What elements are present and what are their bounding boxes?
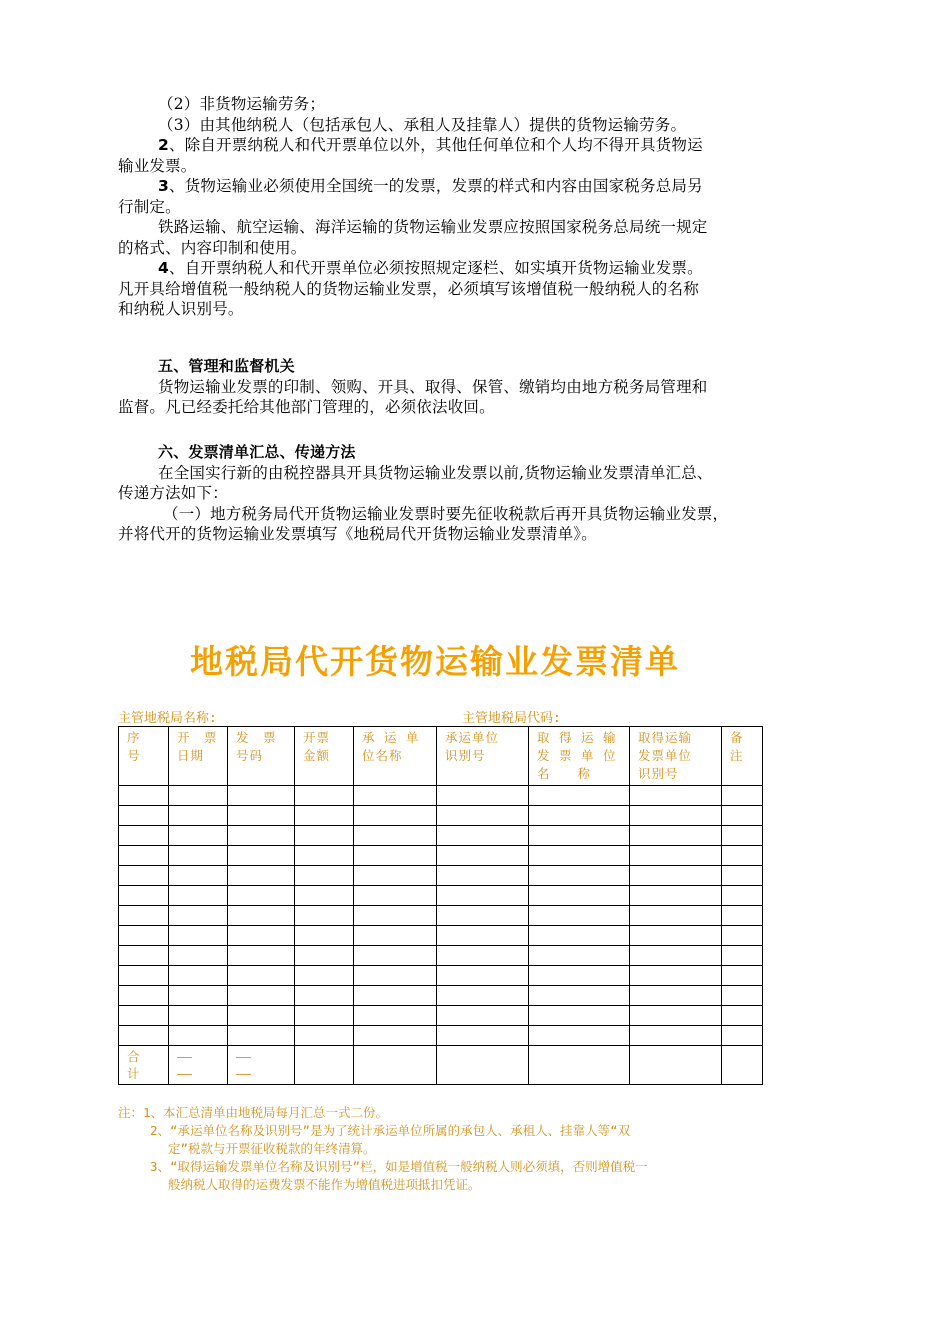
table-cell[interactable] (722, 1006, 763, 1026)
tax-office-name-label: 主管地税局名称: (118, 711, 217, 726)
table-cell[interactable] (169, 966, 228, 986)
total-cell[interactable] (295, 1046, 354, 1085)
table-cell[interactable] (437, 986, 529, 1006)
total-label (119, 1046, 169, 1085)
total-label-char: 计 (127, 1066, 140, 1081)
table-header-row (119, 727, 763, 786)
table-cell[interactable] (722, 826, 763, 846)
column-header (228, 727, 295, 786)
table-cell[interactable] (722, 846, 763, 866)
table-cell[interactable] (295, 846, 354, 866)
table-cell[interactable] (295, 806, 354, 826)
table-cell[interactable] (630, 886, 722, 906)
table-cell[interactable] (119, 826, 169, 846)
note-2-cont: 定”税款与开票征收税款的年终清算。 (168, 1141, 376, 1156)
table-row (119, 966, 763, 986)
paragraph: （2）非货物运输劳务； (158, 95, 326, 113)
total-label-char: 合 (127, 1049, 140, 1064)
paragraph: 的格式、内容印制和使用。 (118, 238, 307, 257)
paragraph: 和纳税人识别号。 (118, 300, 244, 318)
paragraph: 传递方法如下： (118, 484, 228, 502)
paragraph (118, 258, 838, 279)
total-cell[interactable] (354, 1046, 437, 1085)
header-line: 取得运输 (638, 730, 693, 745)
header-line: 发票单位 (638, 748, 693, 763)
table-cell[interactable] (529, 786, 630, 806)
table-cell[interactable] (169, 1026, 228, 1046)
table-cell[interactable] (295, 946, 354, 966)
section-five (118, 356, 838, 418)
table-cell[interactable] (722, 926, 763, 946)
table-row (119, 826, 763, 846)
table-cell[interactable] (722, 946, 763, 966)
table-cell[interactable] (354, 966, 437, 986)
column-header (169, 727, 228, 786)
table-cell[interactable] (529, 806, 630, 826)
table-cell[interactable] (228, 966, 295, 986)
table-cell[interactable] (437, 806, 529, 826)
table-cell[interactable] (354, 1026, 437, 1046)
header-line: 取 得 运 输 (537, 730, 617, 745)
table-cell[interactable] (630, 866, 722, 886)
table-cell[interactable] (630, 806, 722, 826)
paragraph: （3）由其他纳税人（包括承包人、承租人及挂靠人）提供的货物运输劳务。 (158, 115, 687, 134)
table-cell[interactable] (228, 946, 295, 966)
table-row (119, 1006, 763, 1026)
table-cell[interactable] (169, 866, 228, 886)
paragraph: 在全国实行新的由税控器具开具货物运输业发票以前,货物运输业发票清单汇总、 (158, 463, 713, 482)
table-cell[interactable] (119, 926, 169, 946)
tax-office-code-label: 主管地税局代码: (462, 711, 561, 726)
body-text (118, 94, 838, 320)
table-row (119, 926, 763, 946)
table-cell[interactable] (437, 846, 529, 866)
table-row (119, 1026, 763, 1046)
table-cell[interactable] (630, 946, 722, 966)
item-number: 2 (158, 136, 169, 154)
table-cell[interactable] (354, 866, 437, 886)
paragraph: （一）地方税务局代开货物运输业发票时要先征收税款后再开具货物运输业发票， (163, 504, 729, 523)
table-cell[interactable] (437, 946, 529, 966)
header-line: 发 票 (236, 730, 277, 745)
table-cell[interactable] (295, 1006, 354, 1026)
table-cell[interactable] (228, 1006, 295, 1026)
table-cell[interactable] (169, 826, 228, 846)
table-row (119, 846, 763, 866)
item-number: 3 (158, 177, 169, 195)
table-cell[interactable] (437, 966, 529, 986)
header-line: 承 运 单 (362, 730, 420, 745)
table-cell[interactable] (228, 826, 295, 846)
table-cell[interactable] (722, 786, 763, 806)
header-line: 备 (730, 730, 744, 745)
table-cell[interactable] (354, 846, 437, 866)
table-cell[interactable] (722, 986, 763, 1006)
table-cell[interactable] (630, 906, 722, 926)
table-cell[interactable] (228, 906, 295, 926)
table-cell[interactable] (437, 866, 529, 886)
table-cell[interactable] (529, 1006, 630, 1026)
table-cell[interactable] (119, 1026, 169, 1046)
column-header (354, 727, 437, 786)
header-line: 发 票 单 位 (537, 748, 617, 763)
table-cell[interactable] (630, 786, 722, 806)
table-row (119, 866, 763, 886)
column-header (529, 727, 630, 786)
table-cell[interactable] (529, 1026, 630, 1046)
table-cell[interactable] (354, 786, 437, 806)
table-cell[interactable] (722, 866, 763, 886)
header-line: 金额 (303, 748, 331, 763)
table-cell[interactable] (630, 1006, 722, 1026)
table-cell[interactable] (354, 1006, 437, 1026)
dash-mark: —— (177, 1066, 193, 1081)
table-cell[interactable] (228, 986, 295, 1006)
table-cell[interactable] (119, 846, 169, 866)
note-3-cont: 般纳税人取得的运费发票不能作为增值税进项抵扣凭证。 (168, 1177, 481, 1192)
table-cell[interactable] (354, 986, 437, 1006)
table-cell[interactable] (228, 866, 295, 886)
table-cell[interactable] (354, 886, 437, 906)
table-row (119, 806, 763, 826)
table-cell[interactable] (295, 926, 354, 946)
header-line: 位名称 (362, 748, 403, 763)
table-cell[interactable] (630, 966, 722, 986)
table-cell[interactable] (295, 906, 354, 926)
table-cell[interactable] (722, 966, 763, 986)
table-cell[interactable] (169, 906, 228, 926)
table-cell[interactable] (722, 886, 763, 906)
header-line: 开票 (303, 730, 331, 745)
column-header (437, 727, 529, 786)
table-row (119, 906, 763, 926)
table-cell[interactable] (228, 846, 295, 866)
table-row (119, 786, 763, 806)
table-cell[interactable] (722, 1026, 763, 1046)
invoice-list-table (118, 726, 763, 1085)
note-1: 注：1、本汇总清单由地税局每月汇总一式二份。 (118, 1105, 389, 1120)
table-cell[interactable] (295, 1026, 354, 1046)
paragraph: 输业发票。 (118, 156, 197, 175)
section-six (118, 442, 838, 545)
table-cell[interactable] (119, 986, 169, 1006)
table-cell[interactable] (295, 986, 354, 1006)
total-dash-cell (228, 1046, 295, 1085)
table-cell[interactable] (354, 826, 437, 846)
header-line: 序 (127, 730, 141, 745)
table-cell[interactable] (630, 1026, 722, 1046)
table-cell[interactable] (119, 806, 169, 826)
section-heading: 五、管理和监督机关 (158, 357, 295, 375)
dash-mark: —— (236, 1066, 252, 1081)
paragraph-text: 、货物运输业必须使用全国统一的发票，发票的样式和内容由国家税务总局另 (169, 177, 703, 195)
table-cell[interactable] (354, 806, 437, 826)
table-cell[interactable] (228, 786, 295, 806)
table-cell[interactable] (529, 866, 630, 886)
table-cell[interactable] (722, 906, 763, 926)
table-cell[interactable] (437, 906, 529, 926)
table-cell[interactable] (529, 846, 630, 866)
paragraph: 监督。凡已经委托给其他部门管理的，必须依法收回。 (118, 398, 495, 416)
header-line: 名 称 (537, 766, 592, 781)
total-cell[interactable] (529, 1046, 630, 1085)
table-cell[interactable] (529, 966, 630, 986)
header-line: 识别号 (445, 748, 486, 763)
table-cell[interactable] (119, 866, 169, 886)
form-title: 地税局代开货物运输业发票清单 (190, 642, 680, 681)
paragraph-text: 、除自开票纳税人和代开票单位以外，其他任何单位和个人均不得开具货物运 (169, 136, 703, 154)
paragraph: 凡开具给增值税一般纳税人的货物运输业发票，必须填写该增值税一般纳税人的名称 (118, 279, 699, 298)
header-line: 识别号 (638, 766, 679, 781)
total-cell[interactable] (437, 1046, 529, 1085)
note-2: 2、“承运单位名称及识别号”是为了统计承运单位所属的承包人、承租人、挂靠人等“双 (150, 1123, 631, 1138)
header-line: 注 (730, 748, 744, 763)
section-heading: 六、发票清单汇总、传递方法 (158, 443, 356, 461)
total-cell[interactable] (722, 1046, 763, 1085)
table-cell[interactable] (630, 926, 722, 946)
table-cell[interactable] (354, 946, 437, 966)
table-cell[interactable] (169, 886, 228, 906)
table-cell[interactable] (529, 926, 630, 946)
table-cell[interactable] (529, 946, 630, 966)
table-cell[interactable] (169, 926, 228, 946)
table-cell[interactable] (354, 926, 437, 946)
column-header (119, 727, 169, 786)
column-header (722, 727, 763, 786)
table-cell[interactable] (228, 886, 295, 906)
table-cell[interactable] (169, 786, 228, 806)
table-cell[interactable] (119, 966, 169, 986)
table-cell[interactable] (119, 886, 169, 906)
table-cell[interactable] (529, 826, 630, 846)
header-line: 开 票 (177, 730, 218, 745)
table-cell[interactable] (630, 826, 722, 846)
column-header (630, 727, 722, 786)
table-cell[interactable] (295, 886, 354, 906)
table-cell[interactable] (295, 866, 354, 886)
total-cell[interactable] (630, 1046, 722, 1085)
table-cell[interactable] (169, 806, 228, 826)
total-dash-cell (169, 1046, 228, 1085)
table-cell[interactable] (437, 826, 529, 846)
table-cell[interactable] (169, 846, 228, 866)
table-cell[interactable] (119, 946, 169, 966)
table-cell[interactable] (228, 806, 295, 826)
table-cell[interactable] (354, 906, 437, 926)
table-cell[interactable] (529, 886, 630, 906)
notes (118, 1104, 838, 1194)
table-cell[interactable] (169, 986, 228, 1006)
paragraph-text: 、自开票纳税人和代开票单位必须按照规定逐栏、如实填开货物运输业发票。 (169, 259, 703, 277)
column-header (295, 727, 354, 786)
table-cell[interactable] (295, 966, 354, 986)
header-line: 号 (127, 748, 141, 763)
header-line: 承运单位 (445, 730, 500, 745)
table-row (119, 886, 763, 906)
table-cell[interactable] (119, 906, 169, 926)
table-cell[interactable] (630, 986, 722, 1006)
header-line: 日期 (177, 748, 205, 763)
paragraph: 行制定。 (118, 197, 181, 216)
paragraph: 货物运输业发票的印制、领购、开具、取得、保管、缴销均由地方税务局管理和 (158, 377, 708, 396)
paragraph: 铁路运输、航空运输、海洋运输的货物运输业发票应按照国家税务总局统一规定 (158, 218, 708, 236)
total-row (119, 1046, 763, 1085)
table-cell[interactable] (228, 926, 295, 946)
paragraph: 并将代开的货物运输业发票填写《地税局代开货物运输业发票清单》。 (118, 525, 597, 543)
table-cell[interactable] (169, 1006, 228, 1026)
table-cell[interactable] (437, 1026, 529, 1046)
table-cell[interactable] (437, 886, 529, 906)
table-cell[interactable] (169, 946, 228, 966)
paragraph (118, 135, 838, 156)
table-cell[interactable] (295, 786, 354, 806)
table-row (119, 946, 763, 966)
dash-mark: —— (236, 1049, 252, 1064)
table-cell[interactable] (529, 986, 630, 1006)
header-line: 号码 (236, 748, 264, 763)
table-cell[interactable] (119, 1006, 169, 1026)
table-cell[interactable] (437, 926, 529, 946)
table-cell[interactable] (529, 906, 630, 926)
table-cell[interactable] (295, 826, 354, 846)
table-cell[interactable] (228, 1026, 295, 1046)
table-cell[interactable] (437, 786, 529, 806)
table-cell[interactable] (437, 1006, 529, 1026)
table-cell[interactable] (722, 806, 763, 826)
item-number: 4 (158, 259, 169, 277)
paragraph (118, 176, 838, 197)
table-cell[interactable] (630, 846, 722, 866)
table-row (119, 986, 763, 1006)
note-3: 3、“取得运输发票单位名称及识别号”栏，如是增值税一般纳税人则必须填，否则增值税一 (150, 1159, 648, 1174)
dash-mark: —— (177, 1049, 193, 1064)
table-cell[interactable] (119, 786, 169, 806)
